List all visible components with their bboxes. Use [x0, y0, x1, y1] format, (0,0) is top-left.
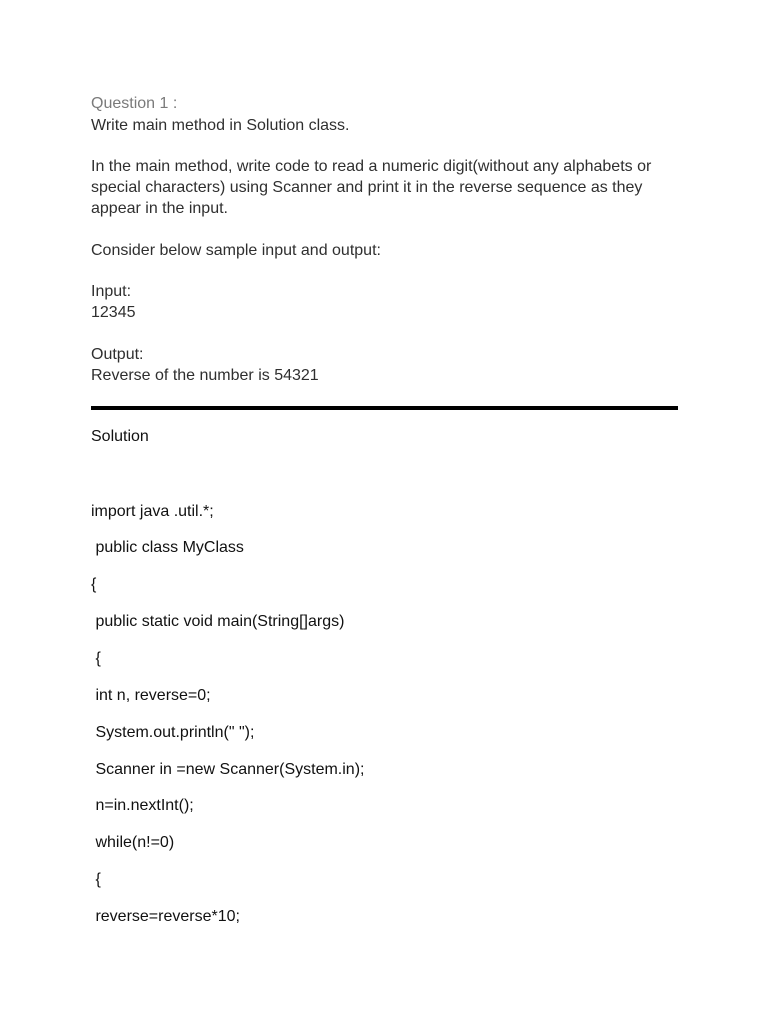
- output-label: Output:: [91, 346, 144, 363]
- output-value: Reverse of the number is 54321: [91, 367, 319, 384]
- code-line: import java .util.*;: [91, 503, 214, 520]
- code-line: public static void main(String[]args): [91, 613, 345, 630]
- question-line-3: Consider below sample input and output:: [91, 242, 381, 259]
- input-label: Input:: [91, 283, 132, 300]
- question-line-2: In the main method, write code to read a numeric digit(without any alphabets or special characters) using Scanner and print it in the reverse sequence as they appear in the input.: [91, 158, 652, 217]
- code-line: public class MyClass: [91, 539, 244, 556]
- input-value: 12345: [91, 304, 136, 321]
- code-line: {: [91, 650, 101, 667]
- code-line: n=in.nextInt();: [91, 797, 194, 814]
- horizontal-divider: [91, 406, 678, 410]
- solution-title: Solution: [91, 428, 149, 445]
- question-label: Question 1 :: [91, 95, 178, 112]
- code-line: int n, reverse=0;: [91, 687, 211, 704]
- code-line: reverse=reverse*10;: [91, 908, 240, 925]
- code-line: Scanner in =new Scanner(System.in);: [91, 761, 365, 778]
- code-line: {: [91, 576, 97, 593]
- code-line: System.out.println(" ");: [91, 724, 255, 741]
- code-line: while(n!=0): [91, 834, 175, 851]
- code-line: {: [91, 871, 101, 888]
- question-line-1: Write main method in Solution class.: [91, 117, 350, 134]
